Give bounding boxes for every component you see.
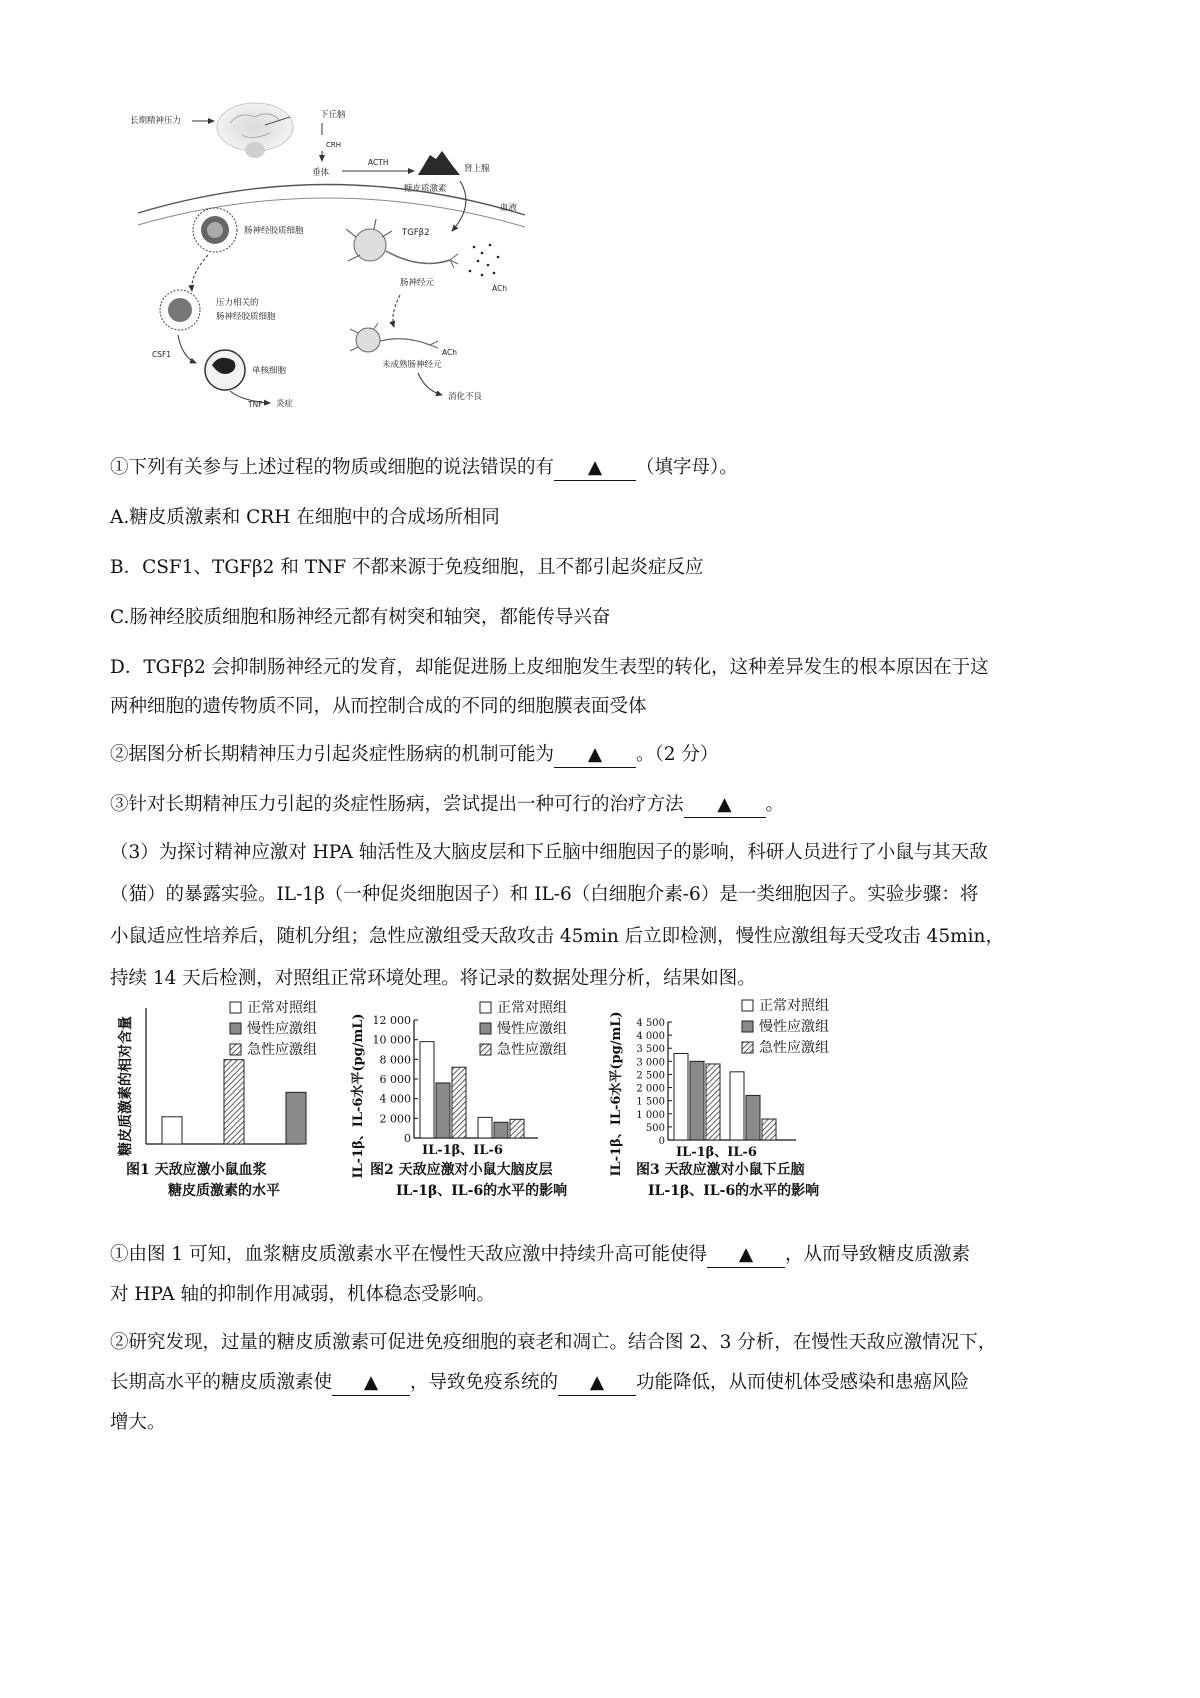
- bar: [436, 1083, 450, 1138]
- pathway-diagram: [130, 95, 550, 435]
- legend-label: 急性应激组: [497, 1042, 567, 1058]
- chart-title: 图3 天敌应激对小鼠下丘脑: [636, 1162, 805, 1178]
- answer-blank[interactable]: ▲: [558, 1371, 636, 1396]
- label-glucocorticoid: 糖皮质激素: [404, 184, 447, 194]
- sub-question-2-mid: ，导致免疫系统的: [410, 1372, 559, 1393]
- y-tick-label: 6 000: [379, 1073, 411, 1086]
- glial-cell-image: [193, 208, 237, 252]
- adrenal-gland-image: [418, 151, 460, 175]
- question-2-2: [110, 738, 1100, 772]
- chart-title: IL-1β、IL-6的水平的影响: [648, 1183, 820, 1199]
- y-tick-label: 12 000: [372, 1014, 411, 1027]
- legend-swatch: [742, 1021, 753, 1032]
- question-2-1-text: ①下列有关参与上述过程的物质或细胞的说法错误的有: [110, 457, 555, 478]
- y-tick-label: 8 000: [379, 1053, 411, 1067]
- chart-figure-1: [112, 998, 348, 1208]
- sub-question-2-line-2: [110, 1366, 1100, 1400]
- y-tick-label: 500: [645, 1122, 665, 1134]
- label-blood: 血液: [500, 203, 518, 213]
- x-axis-label: IL-1β、IL-6: [676, 1145, 757, 1160]
- legend-swatch: [480, 1044, 491, 1055]
- bar: [494, 1122, 508, 1138]
- label-tgf: TGFβ2: [402, 228, 430, 238]
- sub-question-2-suffix: 功能降低，从而使机体受感染和患癌风险: [636, 1372, 970, 1393]
- bar: [762, 1119, 776, 1140]
- label-indigestion: 消化不良: [448, 392, 483, 402]
- label-stress-glial-2: 肠神经胶质细胞: [216, 312, 276, 322]
- neuron-image: [346, 219, 458, 268]
- question-3-line-1: （3）为探讨精神应激对 HPA 轴活性及大脑皮层和下丘脑中细胞因子的影响，科研人员进行了小鼠与其天敌: [110, 842, 988, 863]
- sub-question-2-line-3: 增大。: [110, 1412, 166, 1433]
- option-c: C.肠神经胶质细胞和肠神经元都有树突和轴突，都能传导兴奋: [110, 607, 611, 628]
- blood-vessel-line: [138, 184, 525, 215]
- sub-question-1-suffix: ，从而导致糖皮质激素: [785, 1244, 971, 1265]
- sub-question-1-line-1: [110, 1238, 1100, 1272]
- legend-swatch: [480, 1002, 491, 1013]
- bar: [224, 1060, 244, 1144]
- y-tick-label: 2 000: [379, 1112, 411, 1126]
- label-stress-glial-1: 压力相关的: [216, 298, 259, 308]
- question-2-3-text: ③针对长期精神压力引起的炎症性肠病，尝试提出一种可行的治疗方法: [110, 794, 684, 815]
- answer-blank[interactable]: ▲: [684, 793, 766, 818]
- y-tick-label: 4 500: [636, 1018, 665, 1029]
- label-immature: 未成熟肠神经元: [382, 360, 442, 370]
- y-axis-label: 糖皮质激素的相对含量: [118, 1016, 134, 1156]
- chart-figure-3: [606, 998, 850, 1208]
- chart-title: 图2 天敌应激对小鼠大脑皮层: [370, 1162, 553, 1178]
- legend-label: 正常对照组: [247, 1000, 317, 1016]
- chart-title: IL-1β、IL-6的水平的影响: [396, 1183, 568, 1199]
- x-axis-label: IL-1β、IL-6: [422, 1143, 503, 1158]
- label-csf1: CSF1: [152, 350, 172, 359]
- bar: [706, 1064, 720, 1140]
- y-tick-label: 3 000: [636, 1057, 665, 1069]
- chart-figure-2: [348, 998, 600, 1208]
- label-monocyte: 单核细胞: [252, 366, 287, 376]
- legend-swatch: [742, 1000, 753, 1011]
- question-2-3-suffix: 。: [765, 794, 785, 815]
- label-neuron: 肠神经元: [400, 278, 435, 288]
- label-ach-1: ACh: [492, 284, 507, 293]
- question-3-line-4: 持续 14 天后检测，对照组正常环境处理。将记录的数据处理分析，结果如图。: [110, 968, 756, 989]
- chart-title: 糖皮质激素的水平: [168, 1183, 280, 1199]
- bar: [746, 1095, 760, 1140]
- legend-swatch: [230, 1044, 241, 1055]
- bar: [478, 1117, 492, 1138]
- sub-question-1-line-2: 对 HPA 轴的抑制作用减弱，机体稳态受影响。: [110, 1284, 496, 1305]
- monocyte-image: [205, 350, 245, 390]
- question-2-2-text: ②据图分析长期精神压力引起炎症性肠病的机制可能为: [110, 744, 555, 765]
- bar: [730, 1072, 744, 1140]
- label-pituitary: 垂体: [312, 168, 330, 178]
- immature-neuron-image: [350, 323, 438, 352]
- stress-glial-cell-image: [160, 290, 200, 330]
- y-tick-label: 3 500: [636, 1044, 665, 1056]
- y-tick-label: 1 000: [636, 1109, 665, 1121]
- answer-blank[interactable]: ▲: [554, 456, 636, 481]
- chart-title: 图1 天敌应激小鼠血浆: [126, 1162, 267, 1178]
- bar: [510, 1119, 524, 1138]
- label-tnf: TNF: [248, 400, 263, 409]
- sub-question-1-text: ①由图 1 可知，血浆糖皮质激素水平在慢性天敌应激中持续升高可能使得: [110, 1244, 708, 1265]
- legend-swatch: [742, 1042, 753, 1053]
- question-2-1: [110, 451, 1100, 485]
- label-glial: 肠神经胶质细胞: [244, 226, 304, 236]
- y-axis-label: IL-1β、IL-6水平(pg/mL): [351, 1013, 366, 1179]
- question-3-line-3: 小鼠适应性培养后，随机分组；急性应激组受天敌攻击 45min 后立即检测，慢性应激组每天受攻击 45min，: [110, 926, 1004, 947]
- legend-swatch: [480, 1023, 491, 1034]
- y-tick-label: 0: [658, 1136, 665, 1147]
- label-inflammation: 炎症: [276, 399, 294, 409]
- brain-image: [217, 103, 293, 158]
- bar: [452, 1067, 466, 1138]
- legend-label: 正常对照组: [497, 1000, 567, 1016]
- bar: [420, 1042, 434, 1138]
- question-3-line-2: （猫）的暴露实验。IL-1β（一种促炎细胞因子）和 IL-6（白细胞介素-6）是一类细胞因子。实验步骤：将: [110, 884, 979, 905]
- bar: [162, 1117, 182, 1144]
- sub-question-2-prefix: 长期高水平的糖皮质激素使: [110, 1372, 333, 1393]
- legend-label: 急性应激组: [247, 1042, 317, 1058]
- answer-blank[interactable]: ▲: [554, 743, 636, 768]
- bar: [674, 1053, 688, 1140]
- y-tick-label: 4 000: [379, 1092, 411, 1106]
- answer-blank[interactable]: ▲: [332, 1371, 410, 1396]
- legend-label: 慢性应激组: [247, 1021, 317, 1037]
- question-2-2-suffix: 。（2 分）: [636, 744, 719, 765]
- label-ach-2: ACh: [442, 348, 457, 357]
- y-tick-label: 4 000: [636, 1031, 665, 1043]
- ach-dots: [469, 244, 500, 277]
- legend-swatch: [230, 1023, 241, 1034]
- label-stress: 长期精神压力: [130, 116, 182, 126]
- option-d-line-1: D．TGFβ2 会抑制肠神经元的发育，却能促进肠上皮细胞发生表型的转化，这种差异发生的根本原因在于这: [110, 657, 989, 678]
- sub-question-2-line-1: ②研究发现，过量的糖皮质激素可促进免疫细胞的衰老和凋亡。结合图 2、3 分析，在慢性天敌应激情况下，: [110, 1332, 997, 1353]
- option-a: A.糖皮质激素和 CRH 在细胞中的合成场所相同: [110, 507, 500, 528]
- bar: [286, 1092, 306, 1144]
- question-2-1-suffix: （填字母）。: [636, 457, 738, 478]
- question-2-3: [110, 788, 1100, 822]
- legend-label: 正常对照组: [759, 998, 829, 1014]
- answer-blank[interactable]: ▲: [707, 1243, 785, 1268]
- option-d-line-2: 两种细胞的遗传物质不同，从而控制合成的不同的细胞膜表面受体: [110, 696, 647, 717]
- label-acth: ACTH: [368, 158, 389, 167]
- y-axis-label: IL-1β、IL-6水平(pg/mL): [609, 1011, 624, 1177]
- label-crh: CRH: [326, 141, 342, 149]
- legend-swatch: [230, 1002, 241, 1013]
- label-hypothalamus: 下丘脑: [320, 110, 346, 120]
- bar: [690, 1061, 704, 1140]
- y-tick-label: 0: [404, 1132, 411, 1145]
- legend-label: 急性应激组: [759, 1040, 829, 1056]
- y-tick-label: 2 500: [636, 1070, 665, 1082]
- y-tick-label: 2 000: [636, 1083, 665, 1095]
- legend-label: 慢性应激组: [759, 1019, 829, 1035]
- y-tick-label: 1 500: [636, 1096, 665, 1108]
- y-tick-label: 10 000: [372, 1033, 411, 1047]
- label-adrenal: 肾上腺: [464, 164, 490, 174]
- legend-label: 慢性应激组: [497, 1021, 567, 1037]
- option-b: B．CSF1、TGFβ2 和 TNF 不都来源于免疫细胞，且不都引起炎症反应: [110, 557, 704, 578]
